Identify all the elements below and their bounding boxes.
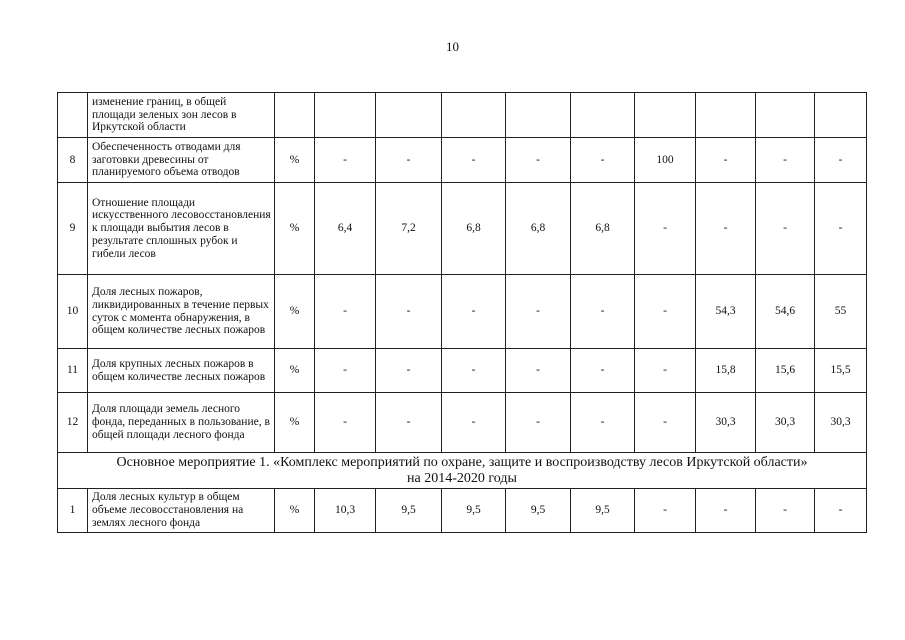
value-cell: 15,8 [696,349,756,393]
value-cell: - [315,349,376,393]
value-cell: 9,5 [506,489,571,533]
row-number: 10 [58,275,88,349]
value-cell [756,93,815,138]
value-cell: - [815,138,867,183]
value-cell: - [442,393,506,453]
row-number: 8 [58,138,88,183]
value-cell: - [756,183,815,275]
indicator-name: Доля площади земель лесного фонда, переданных в пользование, в общей площади лесного фонда [88,393,275,453]
value-cell: - [756,489,815,533]
row-number [58,93,88,138]
value-cell: 100 [635,138,696,183]
unit-cell: % [275,183,315,275]
section-heading-row [58,453,867,489]
indicator-name: Доля лесных пожаров, ликвидированных в течение первых суток с момента обнаружения, в общем количестве лесных пожаров [88,275,275,349]
value-cell: 6,8 [571,183,635,275]
value-cell: 10,3 [315,489,376,533]
value-cell: - [635,393,696,453]
value-cell: - [442,349,506,393]
value-cell: - [696,489,756,533]
value-cell [815,93,867,138]
value-cell: - [315,138,376,183]
value-cell: - [571,393,635,453]
value-cell [571,93,635,138]
unit-cell: % [275,138,315,183]
row-number: 9 [58,183,88,275]
value-cell: 7,2 [376,183,442,275]
value-cell [635,93,696,138]
indicator-name: Доля лесных культур в общем объеме лесовосстановления на землях лесного фонда [88,489,275,533]
value-cell: 6,4 [315,183,376,275]
value-cell [315,93,376,138]
value-cell [376,93,442,138]
value-cell: - [635,349,696,393]
row-number: 12 [58,393,88,453]
page-number: 10 [446,39,459,54]
value-cell: - [506,393,571,453]
value-cell: - [506,275,571,349]
indicators-table [57,92,867,533]
unit-cell: % [275,393,315,453]
value-cell: - [756,138,815,183]
value-cell: 15,5 [815,349,867,393]
unit-cell: % [275,275,315,349]
value-cell [442,93,506,138]
value-cell: 30,3 [756,393,815,453]
indicator-name: изменение границ, в общей площади зеленых зон лесов в Иркутской области [88,93,275,138]
table-row [58,489,867,533]
value-cell: - [506,138,571,183]
value-cell: - [442,138,506,183]
indicator-name: Обеспеченность отводами для заготовки древесины от планируемого объема отводов [88,138,275,183]
indicator-name: Отношение площади искусственного лесовосстановления к площади выбытия лесов в результате сплошных рубок и гибели лесов [88,183,275,275]
value-cell: 6,8 [442,183,506,275]
value-cell: - [635,489,696,533]
value-cell: 9,5 [442,489,506,533]
value-cell: - [571,349,635,393]
value-cell: - [571,275,635,349]
value-cell: - [815,183,867,275]
unit-cell [275,93,315,138]
value-cell: - [635,183,696,275]
value-cell: - [315,393,376,453]
table-row [58,138,867,183]
value-cell: - [635,275,696,349]
value-cell [696,93,756,138]
value-cell: 55 [815,275,867,349]
table-row [58,93,867,138]
row-number: 11 [58,349,88,393]
value-cell: 30,3 [815,393,867,453]
section-heading-line2: на 2014-2020 годы [407,470,517,486]
value-cell: 30,3 [696,393,756,453]
value-cell: - [376,393,442,453]
value-cell: - [506,349,571,393]
table-row [58,393,867,453]
table-row [58,349,867,393]
value-cell: - [571,138,635,183]
value-cell: - [376,275,442,349]
value-cell: - [376,138,442,183]
value-cell: 54,6 [756,275,815,349]
section-heading-line1: Основное мероприятие 1. «Комплекс мероприятий по охране, защите и воспроизводству лесов Иркутской области» [116,454,808,470]
table-row [58,275,867,349]
value-cell [506,93,571,138]
value-cell: - [315,275,376,349]
value-cell: 9,5 [571,489,635,533]
value-cell: - [376,349,442,393]
table-row [58,183,867,275]
value-cell: 15,6 [756,349,815,393]
value-cell: - [696,138,756,183]
value-cell: - [815,489,867,533]
indicator-name: Доля крупных лесных пожаров в общем количестве лесных пожаров [88,349,275,393]
row-number: 1 [58,489,88,533]
value-cell: 54,3 [696,275,756,349]
unit-cell: % [275,349,315,393]
value-cell: - [696,183,756,275]
value-cell: 6,8 [506,183,571,275]
unit-cell: % [275,489,315,533]
section-heading [58,453,867,489]
value-cell: 9,5 [376,489,442,533]
value-cell: - [442,275,506,349]
